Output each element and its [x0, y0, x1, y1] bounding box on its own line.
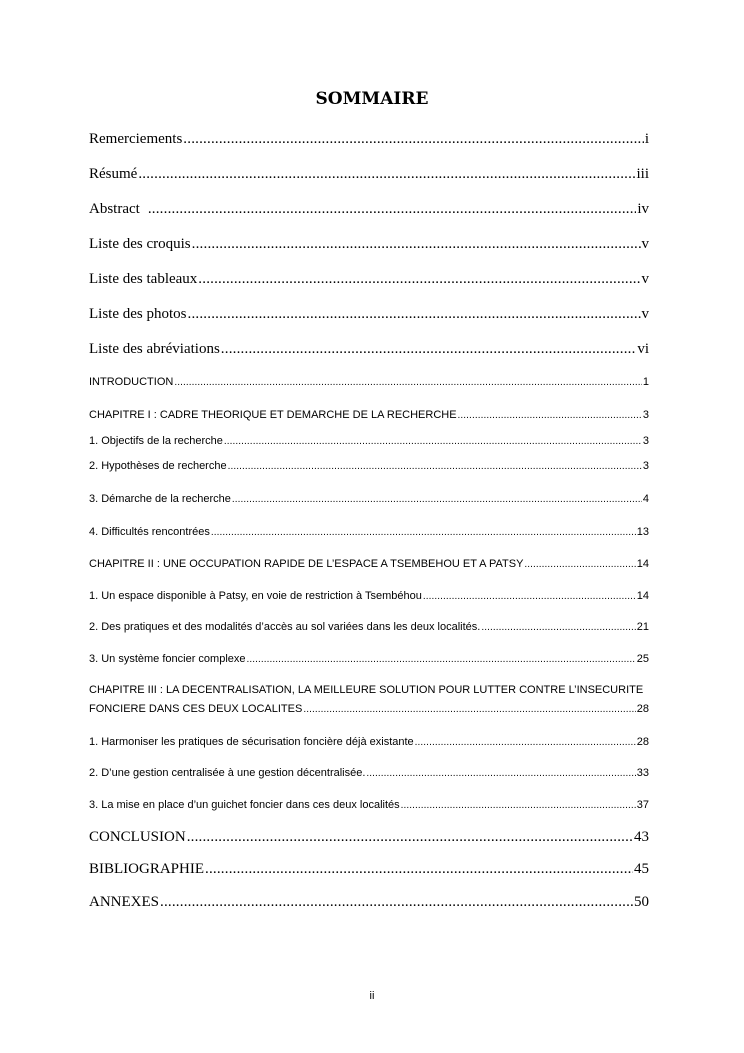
dot-leader	[138, 166, 635, 183]
dot-leader	[401, 800, 636, 811]
toc-label: CHAPITRE I : CADRE THEORIQUE ET DEMARCHE DE LA RECHERCHE	[89, 409, 457, 421]
dot-leader	[415, 737, 636, 748]
toc-label: INTRODUCTION	[89, 376, 174, 388]
dot-leader	[148, 201, 637, 218]
toc-entry-hypotheses[interactable]	[89, 460, 649, 472]
toc-entry-guichet-foncier[interactable]	[89, 799, 649, 811]
dot-leader	[247, 654, 636, 665]
toc-label: Liste des abréviations	[89, 341, 220, 357]
dot-leader	[366, 768, 635, 779]
toc-label: Liste des croquis	[89, 236, 191, 252]
toc-entry-conclusion[interactable]	[89, 829, 649, 846]
toc-page: 37	[636, 799, 649, 811]
toc-label: 2. Des pratiques et des modalités d’accès au sol variées dans les deux localités.	[89, 621, 481, 633]
dot-leader	[423, 591, 636, 602]
toc-label: 3. La mise en place d’un guichet foncier dans ces deux localités	[89, 799, 400, 811]
toc-entry-resume[interactable]	[89, 166, 649, 183]
toc-entry-introduction[interactable]	[89, 376, 649, 388]
toc-entry-chapitre-3[interactable]	[89, 703, 649, 715]
toc-page: 50	[634, 894, 649, 910]
toc-entry-remerciements[interactable]	[89, 131, 649, 148]
toc-entry-abstract[interactable]	[89, 201, 649, 218]
toc-label: FONCIERE DANS CES DEUX LOCALITES	[89, 703, 303, 715]
toc-entry-harmoniser[interactable]	[89, 736, 649, 748]
dot-leader	[183, 131, 644, 148]
toc-page: 3	[642, 435, 649, 447]
toc-page: 28	[636, 736, 649, 748]
toc-page: 3	[642, 460, 649, 472]
toc-label: ANNEXES	[89, 894, 159, 910]
toc-label: 3. Démarche de la recherche	[89, 493, 231, 505]
toc-page: i	[644, 131, 649, 147]
page-title: SOMMAIRE	[315, 89, 429, 109]
toc-label: Abstract	[89, 201, 140, 217]
toc-label: 4. Difficultés rencontrées	[89, 526, 210, 538]
toc-page: 43	[634, 829, 649, 845]
toc-label: BIBLIOGRAPHIE	[89, 861, 204, 877]
toc-label: Liste des tableaux	[89, 271, 198, 287]
toc-entry-demarche[interactable]	[89, 493, 649, 505]
toc-entry-objectifs[interactable]	[89, 435, 649, 447]
toc-label: Liste des photos	[89, 306, 187, 322]
toc-label: CHAPITRE II : UNE OCCUPATION RAPIDE DE L’ESPACE A TSEMBEHOU ET A PATSY	[89, 558, 524, 570]
toc-page: 33	[636, 767, 649, 779]
toc-page: 28	[636, 703, 649, 715]
toc-entry-chapitre-1[interactable]	[89, 409, 649, 421]
toc-label: 1. Harmoniser les pratiques de sécurisation foncière déjà existante	[89, 736, 414, 748]
toc-page: 3	[642, 409, 649, 421]
toc-page: v	[641, 236, 649, 252]
dot-leader	[188, 306, 641, 323]
toc-entry-liste-abreviations[interactable]	[89, 341, 649, 358]
dot-leader	[198, 271, 640, 288]
toc-entry-liste-croquis[interactable]	[89, 236, 649, 253]
toc-label: Remerciements	[89, 131, 183, 147]
toc-page: vi	[637, 341, 649, 357]
toc-page: 14	[636, 558, 649, 570]
dot-leader	[481, 622, 635, 633]
toc-entry-pratiques-modalites[interactable]	[89, 621, 649, 633]
dot-leader	[224, 436, 642, 447]
dot-leader	[205, 861, 633, 878]
dot-leader	[303, 704, 635, 715]
dot-leader	[211, 527, 636, 538]
toc-entry-systeme-foncier[interactable]	[89, 653, 649, 665]
toc-entry-difficultes[interactable]	[89, 526, 649, 538]
toc-entry-chapitre-3-line1[interactable]: CHAPITRE III : LA DECENTRALISATION, LA MEILLEURE SOLUTION POUR LUTTER CONTRE L’INSECURITE	[89, 684, 644, 696]
dot-leader	[174, 377, 642, 388]
toc-page: 14	[636, 590, 649, 602]
toc-entry-chapitre-2[interactable]	[89, 558, 649, 570]
dot-leader	[232, 494, 642, 505]
toc-entry-bibliographie[interactable]	[89, 861, 649, 878]
dot-leader	[458, 410, 642, 421]
toc-page: 45	[634, 861, 649, 877]
dot-leader	[192, 236, 641, 253]
toc-page: 1	[642, 376, 649, 388]
dot-leader	[221, 341, 637, 358]
dot-leader	[187, 829, 633, 846]
toc-page: iv	[637, 201, 649, 217]
toc-entry-espace-disponible[interactable]	[89, 590, 649, 602]
toc-page: 13	[636, 526, 649, 538]
dot-leader	[228, 461, 642, 472]
toc-page: 4	[642, 493, 649, 505]
page-number: ii	[369, 990, 375, 1002]
toc-label: Résumé	[89, 166, 138, 182]
toc-label: 2. D’une gestion centralisée à une gestion décentralisée.	[89, 767, 366, 779]
toc-page: v	[641, 271, 649, 287]
toc-page: v	[641, 306, 649, 322]
dot-leader	[524, 559, 635, 570]
toc-label: CONCLUSION	[89, 829, 186, 845]
toc-page: iii	[636, 166, 649, 182]
dot-leader	[160, 894, 633, 911]
toc-entry-annexes[interactable]	[89, 894, 649, 911]
toc-page: 25	[636, 653, 649, 665]
toc-label: 1. Objectifs de la recherche	[89, 435, 223, 447]
toc-entry-gestion-centralisee[interactable]	[89, 767, 649, 779]
toc-label: 1. Un espace disponible à Patsy, en voie de restriction à Tsembéhou	[89, 590, 422, 602]
toc-entry-liste-photos[interactable]	[89, 306, 649, 323]
toc-page: 21	[636, 621, 649, 633]
toc-label: 2. Hypothèses de recherche	[89, 460, 227, 472]
toc-entry-liste-tableaux[interactable]	[89, 271, 649, 288]
toc-label: 3. Un système foncier complexe	[89, 653, 246, 665]
